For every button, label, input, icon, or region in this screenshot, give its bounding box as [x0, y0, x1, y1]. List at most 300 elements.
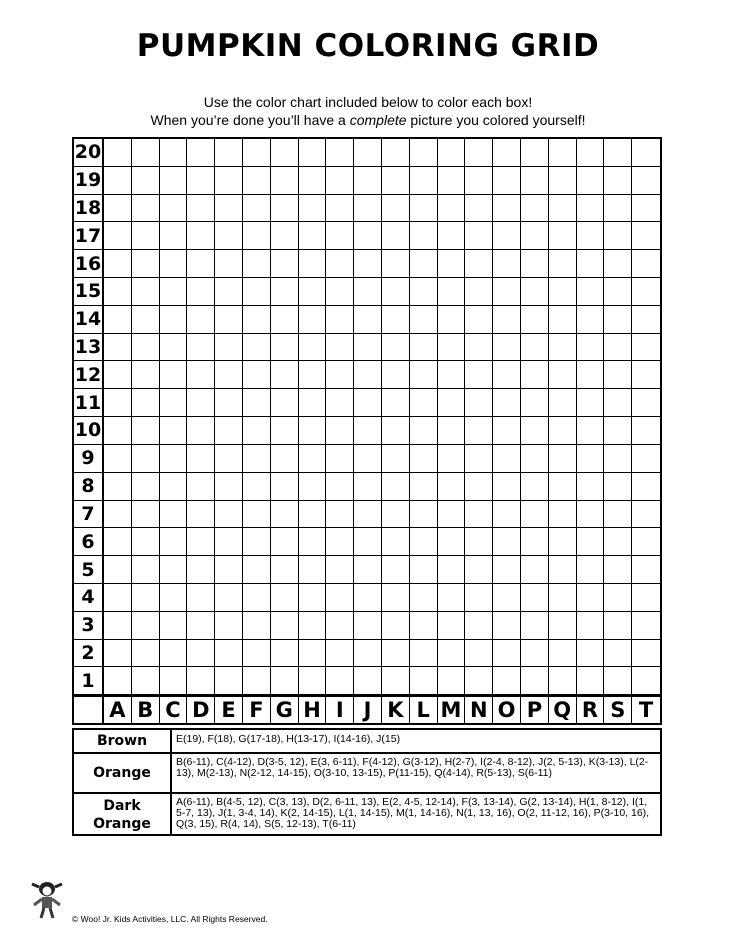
- grid-cell[interactable]: [187, 389, 215, 417]
- grid-cell[interactable]: [410, 139, 438, 167]
- grid-cell[interactable]: [104, 556, 132, 584]
- grid-cell[interactable]: [299, 584, 327, 612]
- grid-cell[interactable]: [187, 250, 215, 278]
- grid-cell[interactable]: [549, 445, 577, 473]
- grid-cell[interactable]: [104, 195, 132, 223]
- grid-cell[interactable]: [104, 250, 132, 278]
- grid-cell[interactable]: [354, 222, 382, 250]
- grid-cell[interactable]: [104, 473, 132, 501]
- grid-cell[interactable]: [521, 139, 549, 167]
- grid-cell[interactable]: [354, 361, 382, 389]
- grid-cell[interactable]: [493, 389, 521, 417]
- grid-cell[interactable]: [215, 667, 243, 695]
- grid-cell[interactable]: [438, 250, 466, 278]
- grid-cell[interactable]: [243, 417, 271, 445]
- grid-cell[interactable]: [354, 584, 382, 612]
- grid-cell[interactable]: [577, 389, 605, 417]
- grid-cell[interactable]: [549, 389, 577, 417]
- grid-cell[interactable]: [493, 445, 521, 473]
- grid-cell[interactable]: [549, 584, 577, 612]
- grid-cell[interactable]: [326, 417, 354, 445]
- grid-cell[interactable]: [243, 445, 271, 473]
- grid-cell[interactable]: [354, 528, 382, 556]
- grid-cell[interactable]: [326, 445, 354, 473]
- grid-cell[interactable]: [271, 389, 299, 417]
- grid-cell[interactable]: [354, 556, 382, 584]
- grid-cell[interactable]: [465, 222, 493, 250]
- grid-cell[interactable]: [215, 584, 243, 612]
- grid-cell[interactable]: [215, 417, 243, 445]
- grid-cell[interactable]: [521, 556, 549, 584]
- grid-cell[interactable]: [465, 640, 493, 668]
- grid-cell[interactable]: [382, 306, 410, 334]
- grid-cell[interactable]: [604, 667, 632, 695]
- grid-cell[interactable]: [382, 334, 410, 362]
- grid-cell[interactable]: [326, 139, 354, 167]
- grid-cell[interactable]: [160, 417, 188, 445]
- grid-cell[interactable]: [493, 556, 521, 584]
- grid-cell[interactable]: [604, 612, 632, 640]
- grid-cell[interactable]: [299, 139, 327, 167]
- grid-cell[interactable]: [493, 278, 521, 306]
- grid-cell[interactable]: [187, 528, 215, 556]
- grid-cell[interactable]: [521, 278, 549, 306]
- grid-cell[interactable]: [187, 584, 215, 612]
- grid-cell[interactable]: [410, 584, 438, 612]
- grid-cell[interactable]: [521, 501, 549, 529]
- grid-cell[interactable]: [326, 334, 354, 362]
- grid-cell[interactable]: [465, 250, 493, 278]
- grid-cell[interactable]: [632, 361, 660, 389]
- grid-cell[interactable]: [549, 556, 577, 584]
- grid-cell[interactable]: [493, 417, 521, 445]
- grid-cell[interactable]: [632, 334, 660, 362]
- grid-cell[interactable]: [465, 306, 493, 334]
- grid-cell[interactable]: [438, 334, 466, 362]
- grid-cell[interactable]: [243, 222, 271, 250]
- grid-cell[interactable]: [104, 501, 132, 529]
- grid-cell[interactable]: [438, 445, 466, 473]
- grid-cell[interactable]: [160, 528, 188, 556]
- grid-cell[interactable]: [577, 501, 605, 529]
- grid-cell[interactable]: [465, 334, 493, 362]
- grid-cell[interactable]: [271, 528, 299, 556]
- grid-cell[interactable]: [410, 640, 438, 668]
- grid-cell[interactable]: [493, 250, 521, 278]
- grid-cell[interactable]: [632, 584, 660, 612]
- grid-cell[interactable]: [160, 556, 188, 584]
- grid-cell[interactable]: [493, 528, 521, 556]
- grid-cell[interactable]: [104, 361, 132, 389]
- grid-cell[interactable]: [215, 612, 243, 640]
- grid-cell[interactable]: [604, 501, 632, 529]
- grid-cell[interactable]: [493, 584, 521, 612]
- grid-cell[interactable]: [354, 473, 382, 501]
- grid-cell[interactable]: [132, 361, 160, 389]
- grid-cell[interactable]: [299, 389, 327, 417]
- grid-cell[interactable]: [326, 195, 354, 223]
- grid-cell[interactable]: [382, 640, 410, 668]
- grid-cell[interactable]: [549, 250, 577, 278]
- grid-cell[interactable]: [299, 417, 327, 445]
- grid-cell[interactable]: [299, 334, 327, 362]
- grid-cell[interactable]: [104, 528, 132, 556]
- grid-cell[interactable]: [354, 278, 382, 306]
- grid-cell[interactable]: [604, 250, 632, 278]
- grid-cell[interactable]: [382, 667, 410, 695]
- grid-cell[interactable]: [410, 306, 438, 334]
- grid-cell[interactable]: [187, 667, 215, 695]
- grid-cell[interactable]: [438, 195, 466, 223]
- grid-cell[interactable]: [632, 528, 660, 556]
- grid-cell[interactable]: [160, 473, 188, 501]
- grid-cell[interactable]: [521, 167, 549, 195]
- grid-cell[interactable]: [438, 222, 466, 250]
- grid-cell[interactable]: [215, 139, 243, 167]
- grid-cell[interactable]: [187, 278, 215, 306]
- grid-cell[interactable]: [299, 278, 327, 306]
- grid-cell[interactable]: [521, 361, 549, 389]
- grid-cell[interactable]: [271, 334, 299, 362]
- grid-cell[interactable]: [299, 167, 327, 195]
- grid-cell[interactable]: [632, 278, 660, 306]
- grid-cell[interactable]: [521, 417, 549, 445]
- grid-cell[interactable]: [604, 473, 632, 501]
- grid-cell[interactable]: [104, 417, 132, 445]
- grid-cell[interactable]: [438, 361, 466, 389]
- grid-cell[interactable]: [410, 473, 438, 501]
- grid-cell[interactable]: [271, 612, 299, 640]
- grid-cell[interactable]: [465, 556, 493, 584]
- grid-cell[interactable]: [382, 250, 410, 278]
- grid-cell[interactable]: [382, 278, 410, 306]
- grid-cell[interactable]: [577, 195, 605, 223]
- grid-cell[interactable]: [604, 417, 632, 445]
- grid-cell[interactable]: [243, 334, 271, 362]
- grid-cell[interactable]: [549, 667, 577, 695]
- grid-cell[interactable]: [160, 167, 188, 195]
- grid-cell[interactable]: [271, 167, 299, 195]
- grid-cell[interactable]: [354, 417, 382, 445]
- grid-cell[interactable]: [271, 195, 299, 223]
- grid-cell[interactable]: [577, 250, 605, 278]
- grid-cell[interactable]: [132, 250, 160, 278]
- grid-cell[interactable]: [632, 667, 660, 695]
- grid-cell[interactable]: [215, 167, 243, 195]
- grid-cell[interactable]: [577, 278, 605, 306]
- grid-cell[interactable]: [604, 640, 632, 668]
- grid-cell[interactable]: [549, 222, 577, 250]
- grid-cell[interactable]: [493, 501, 521, 529]
- grid-cell[interactable]: [438, 389, 466, 417]
- grid-cell[interactable]: [354, 195, 382, 223]
- grid-cell[interactable]: [577, 556, 605, 584]
- grid-cell[interactable]: [187, 556, 215, 584]
- grid-cell[interactable]: [160, 222, 188, 250]
- grid-cell[interactable]: [577, 584, 605, 612]
- grid-cell[interactable]: [160, 667, 188, 695]
- grid-cell[interactable]: [632, 556, 660, 584]
- grid-cell[interactable]: [299, 640, 327, 668]
- grid-cell[interactable]: [215, 445, 243, 473]
- grid-cell[interactable]: [215, 306, 243, 334]
- grid-cell[interactable]: [354, 667, 382, 695]
- grid-cell[interactable]: [604, 584, 632, 612]
- grid-cell[interactable]: [410, 667, 438, 695]
- grid-cell[interactable]: [410, 222, 438, 250]
- grid-cell[interactable]: [632, 501, 660, 529]
- grid-cell[interactable]: [215, 334, 243, 362]
- grid-cell[interactable]: [271, 361, 299, 389]
- grid-cell[interactable]: [382, 222, 410, 250]
- grid-cell[interactable]: [187, 501, 215, 529]
- grid-cell[interactable]: [271, 640, 299, 668]
- grid-cell[interactable]: [604, 334, 632, 362]
- grid-cell[interactable]: [243, 528, 271, 556]
- grid-cell[interactable]: [577, 445, 605, 473]
- grid-cell[interactable]: [215, 222, 243, 250]
- grid-cell[interactable]: [299, 556, 327, 584]
- grid-cell[interactable]: [438, 167, 466, 195]
- grid-cell[interactable]: [187, 473, 215, 501]
- grid-cell[interactable]: [465, 417, 493, 445]
- grid-cell[interactable]: [187, 139, 215, 167]
- grid-cell[interactable]: [493, 222, 521, 250]
- grid-cell[interactable]: [438, 584, 466, 612]
- grid-cell[interactable]: [549, 473, 577, 501]
- grid-cell[interactable]: [604, 195, 632, 223]
- grid-cell[interactable]: [132, 584, 160, 612]
- grid-cell[interactable]: [132, 278, 160, 306]
- grid-cell[interactable]: [438, 501, 466, 529]
- grid-cell[interactable]: [549, 528, 577, 556]
- grid-cell[interactable]: [132, 334, 160, 362]
- grid-cell[interactable]: [604, 389, 632, 417]
- grid-cell[interactable]: [354, 139, 382, 167]
- grid-cell[interactable]: [465, 612, 493, 640]
- grid-cell[interactable]: [243, 139, 271, 167]
- grid-cell[interactable]: [271, 417, 299, 445]
- grid-cell[interactable]: [187, 195, 215, 223]
- grid-cell[interactable]: [577, 139, 605, 167]
- grid-cell[interactable]: [243, 361, 271, 389]
- grid-cell[interactable]: [243, 250, 271, 278]
- grid-cell[interactable]: [382, 501, 410, 529]
- grid-cell[interactable]: [299, 361, 327, 389]
- grid-cell[interactable]: [465, 389, 493, 417]
- grid-cell[interactable]: [326, 640, 354, 668]
- grid-cell[interactable]: [326, 167, 354, 195]
- grid-cell[interactable]: [521, 667, 549, 695]
- grid-cell[interactable]: [104, 222, 132, 250]
- grid-cell[interactable]: [243, 389, 271, 417]
- grid-cell[interactable]: [410, 501, 438, 529]
- grid-cell[interactable]: [243, 195, 271, 223]
- grid-cell[interactable]: [104, 278, 132, 306]
- grid-cell[interactable]: [187, 334, 215, 362]
- grid-cell[interactable]: [493, 640, 521, 668]
- grid-cell[interactable]: [577, 222, 605, 250]
- grid-cell[interactable]: [243, 167, 271, 195]
- grid-cell[interactable]: [354, 167, 382, 195]
- grid-cell[interactable]: [215, 389, 243, 417]
- grid-cell[interactable]: [465, 139, 493, 167]
- grid-cell[interactable]: [438, 528, 466, 556]
- grid-cell[interactable]: [187, 306, 215, 334]
- grid-cell[interactable]: [160, 640, 188, 668]
- grid-cell[interactable]: [326, 278, 354, 306]
- grid-cell[interactable]: [438, 278, 466, 306]
- grid-cell[interactable]: [104, 445, 132, 473]
- grid-cell[interactable]: [299, 612, 327, 640]
- grid-cell[interactable]: [465, 167, 493, 195]
- grid-cell[interactable]: [604, 556, 632, 584]
- grid-cell[interactable]: [354, 334, 382, 362]
- grid-cell[interactable]: [493, 139, 521, 167]
- grid-cell[interactable]: [215, 195, 243, 223]
- grid-cell[interactable]: [326, 361, 354, 389]
- grid-cell[interactable]: [438, 667, 466, 695]
- grid-cell[interactable]: [465, 528, 493, 556]
- grid-cell[interactable]: [243, 501, 271, 529]
- grid-cell[interactable]: [604, 222, 632, 250]
- grid-cell[interactable]: [104, 584, 132, 612]
- grid-cell[interactable]: [382, 584, 410, 612]
- grid-cell[interactable]: [604, 361, 632, 389]
- grid-cell[interactable]: [632, 222, 660, 250]
- grid-cell[interactable]: [271, 584, 299, 612]
- grid-cell[interactable]: [299, 306, 327, 334]
- grid-cell[interactable]: [465, 501, 493, 529]
- grid-cell[interactable]: [104, 334, 132, 362]
- grid-cell[interactable]: [410, 361, 438, 389]
- grid-cell[interactable]: [215, 250, 243, 278]
- grid-cell[interactable]: [326, 667, 354, 695]
- grid-cell[interactable]: [604, 445, 632, 473]
- grid-cell[interactable]: [521, 528, 549, 556]
- grid-cell[interactable]: [410, 195, 438, 223]
- grid-cell[interactable]: [493, 612, 521, 640]
- grid-cell[interactable]: [354, 306, 382, 334]
- grid-cell[interactable]: [410, 389, 438, 417]
- grid-cell[interactable]: [187, 361, 215, 389]
- grid-cell[interactable]: [132, 389, 160, 417]
- grid-cell[interactable]: [132, 556, 160, 584]
- grid-cell[interactable]: [521, 584, 549, 612]
- grid-cell[interactable]: [243, 667, 271, 695]
- grid-cell[interactable]: [132, 195, 160, 223]
- grid-cell[interactable]: [549, 640, 577, 668]
- grid-cell[interactable]: [326, 612, 354, 640]
- grid-cell[interactable]: [132, 222, 160, 250]
- grid-cell[interactable]: [577, 361, 605, 389]
- grid-cell[interactable]: [132, 306, 160, 334]
- grid-cell[interactable]: [132, 667, 160, 695]
- grid-cell[interactable]: [299, 222, 327, 250]
- grid-cell[interactable]: [493, 334, 521, 362]
- grid-cell[interactable]: [160, 389, 188, 417]
- grid-cell[interactable]: [521, 334, 549, 362]
- grid-cell[interactable]: [577, 417, 605, 445]
- grid-cell[interactable]: [465, 278, 493, 306]
- grid-cell[interactable]: [549, 278, 577, 306]
- grid-cell[interactable]: [382, 445, 410, 473]
- grid-cell[interactable]: [104, 139, 132, 167]
- grid-cell[interactable]: [549, 334, 577, 362]
- grid-cell[interactable]: [187, 640, 215, 668]
- grid-cell[interactable]: [632, 612, 660, 640]
- grid-cell[interactable]: [215, 473, 243, 501]
- grid-cell[interactable]: [243, 306, 271, 334]
- grid-cell[interactable]: [271, 139, 299, 167]
- grid-cell[interactable]: [632, 445, 660, 473]
- grid-cell[interactable]: [410, 445, 438, 473]
- grid-cell[interactable]: [493, 361, 521, 389]
- grid-cell[interactable]: [382, 417, 410, 445]
- grid-cell[interactable]: [160, 445, 188, 473]
- grid-cell[interactable]: [243, 556, 271, 584]
- grid-cell[interactable]: [382, 167, 410, 195]
- grid-cell[interactable]: [326, 473, 354, 501]
- grid-cell[interactable]: [632, 167, 660, 195]
- grid-cell[interactable]: [604, 167, 632, 195]
- grid-cell[interactable]: [326, 306, 354, 334]
- grid-cell[interactable]: [521, 389, 549, 417]
- grid-cell[interactable]: [271, 250, 299, 278]
- grid-cell[interactable]: [438, 306, 466, 334]
- grid-cell[interactable]: [465, 667, 493, 695]
- grid-cell[interactable]: [521, 612, 549, 640]
- grid-cell[interactable]: [299, 195, 327, 223]
- grid-cell[interactable]: [493, 473, 521, 501]
- grid-cell[interactable]: [493, 667, 521, 695]
- grid-cell[interactable]: [354, 445, 382, 473]
- grid-cell[interactable]: [410, 278, 438, 306]
- grid-cell[interactable]: [493, 195, 521, 223]
- grid-cell[interactable]: [382, 528, 410, 556]
- grid-cell[interactable]: [549, 417, 577, 445]
- grid-cell[interactable]: [549, 612, 577, 640]
- grid-cell[interactable]: [132, 445, 160, 473]
- grid-cell[interactable]: [521, 222, 549, 250]
- grid-cell[interactable]: [215, 640, 243, 668]
- grid-cell[interactable]: [104, 167, 132, 195]
- grid-cell[interactable]: [160, 195, 188, 223]
- grid-cell[interactable]: [271, 445, 299, 473]
- grid-cell[interactable]: [382, 612, 410, 640]
- grid-cell[interactable]: [549, 139, 577, 167]
- grid-cell[interactable]: [465, 584, 493, 612]
- grid-cell[interactable]: [160, 139, 188, 167]
- grid-cell[interactable]: [577, 612, 605, 640]
- grid-cell[interactable]: [160, 584, 188, 612]
- grid-cell[interactable]: [438, 139, 466, 167]
- grid-cell[interactable]: [354, 389, 382, 417]
- grid-cell[interactable]: [160, 278, 188, 306]
- grid-cell[interactable]: [326, 584, 354, 612]
- grid-cell[interactable]: [549, 195, 577, 223]
- grid-cell[interactable]: [549, 361, 577, 389]
- grid-cell[interactable]: [632, 640, 660, 668]
- grid-cell[interactable]: [187, 167, 215, 195]
- grid-cell[interactable]: [521, 306, 549, 334]
- grid-cell[interactable]: [187, 445, 215, 473]
- grid-cell[interactable]: [132, 612, 160, 640]
- grid-cell[interactable]: [243, 278, 271, 306]
- grid-cell[interactable]: [632, 250, 660, 278]
- grid-cell[interactable]: [187, 612, 215, 640]
- grid-cell[interactable]: [326, 528, 354, 556]
